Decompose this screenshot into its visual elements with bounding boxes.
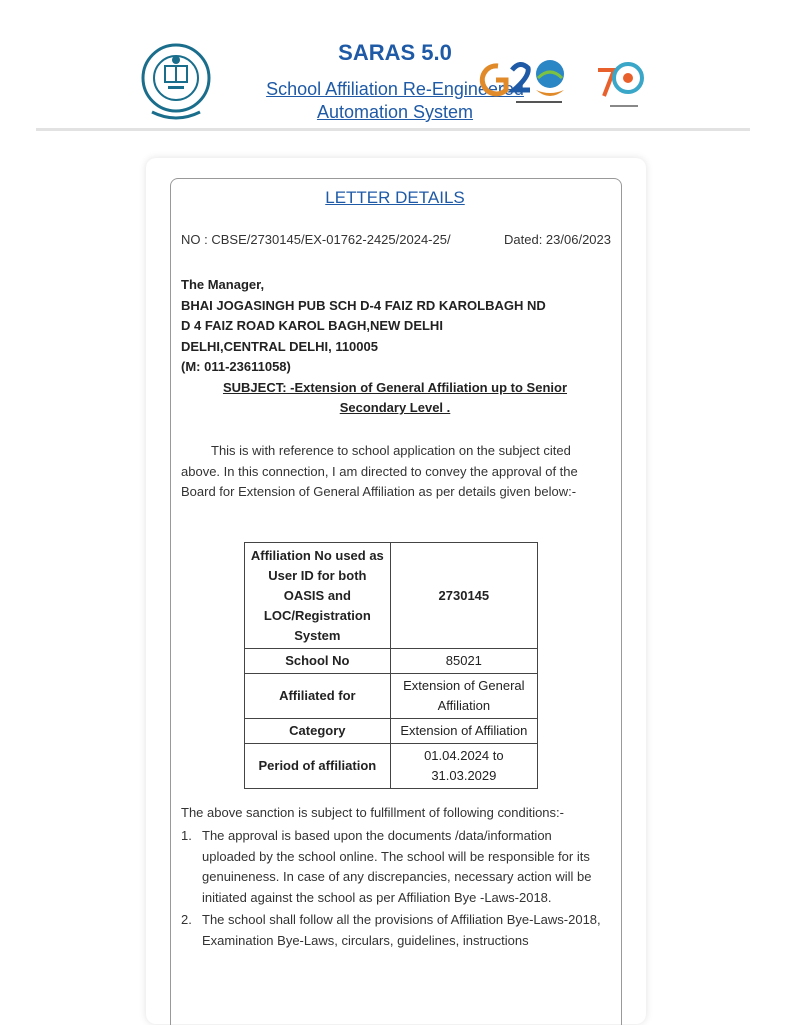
address-line: D 4 FAIZ ROAD KAROL BAGH,NEW DELHI (181, 318, 443, 334)
row-label: Category (245, 719, 391, 744)
row-value: Extension of Affiliation (390, 719, 537, 744)
g20-india-logo-icon (476, 56, 576, 110)
letter-subject (190, 378, 600, 418)
subject-line-2: Secondary Level . (339, 400, 451, 415)
table-row (245, 674, 538, 719)
app-title: SARAS 5.0 (338, 40, 452, 65)
row-value: 85021 (390, 649, 537, 674)
condition-text: The school shall follow all the provisions of Affiliation Bye-Laws-2018, Examination Bye-Laws, circulars, guidelines, instructions (202, 912, 601, 948)
condition-number: 2. (181, 912, 192, 928)
cbse-emblem-icon (140, 42, 212, 122)
row-value: 2730145 (390, 543, 537, 649)
reference-number: NO : CBSE/2730145/EX-01762-2425/2024-25/ (181, 232, 451, 247)
row-label: Affiliated for (245, 674, 391, 719)
condition-text: The approval is based upon the documents /data/information uploaded by the school online. The school will be responsible for its genuineness. In case of any discrepancies, necessary action will be initiated against the school as per Affiliation Bye -Laws-2018. (202, 828, 592, 905)
row-label: School No (245, 649, 391, 674)
reference-line (181, 232, 611, 247)
subtitle-line-2: Automation System (316, 102, 474, 122)
row-value: 01.04.2024 to 31.03.2029 (390, 744, 537, 789)
address-line: (M: 011-23611058) (181, 359, 291, 375)
condition-number: 1. (181, 828, 192, 843)
affiliation-details-table (244, 542, 538, 789)
body-text: This is with reference to school application on the subject cited above. In this connection, I am directed to convey the approval of the Board for Extension of General Affiliation as per details given below:- (181, 443, 578, 499)
row-label: Affiliation No used as User ID for both OASIS and LOC/Registration System (245, 543, 391, 649)
list-item (181, 910, 601, 951)
letter-title[interactable]: LETTER DETAILS (325, 188, 465, 207)
table-row (245, 719, 538, 744)
recipient-address (181, 275, 611, 378)
letter-body (181, 441, 606, 503)
address-line: The Manager, (181, 277, 265, 292)
list-item (181, 826, 601, 908)
table-row (245, 543, 538, 649)
subtitle-line-1: School Affiliation Re-Engineered (266, 79, 524, 99)
table-row (245, 649, 538, 674)
row-label: Period of affiliation (245, 744, 391, 789)
subject-line-1: SUBJECT: -Extension of General Affiliation up to Senior (222, 380, 568, 395)
letter-date: Dated: 23/06/2023 (504, 232, 611, 247)
address-line: DELHI,CENTRAL DELHI, 110005 (181, 338, 378, 354)
address-line: BHAI JOGASINGH PUB SCH D-4 FAIZ RD KAROLBAGH ND (181, 297, 546, 313)
table-row (245, 744, 538, 789)
conditions-intro: The above sanction is subject to fulfillment of following conditions:- (181, 805, 564, 820)
cbse-75-years-logo-icon (592, 52, 648, 112)
conditions-list (181, 826, 601, 954)
row-value: Extension of General Affiliation (390, 674, 537, 719)
page-header (0, 0, 791, 135)
header-divider (36, 128, 750, 131)
